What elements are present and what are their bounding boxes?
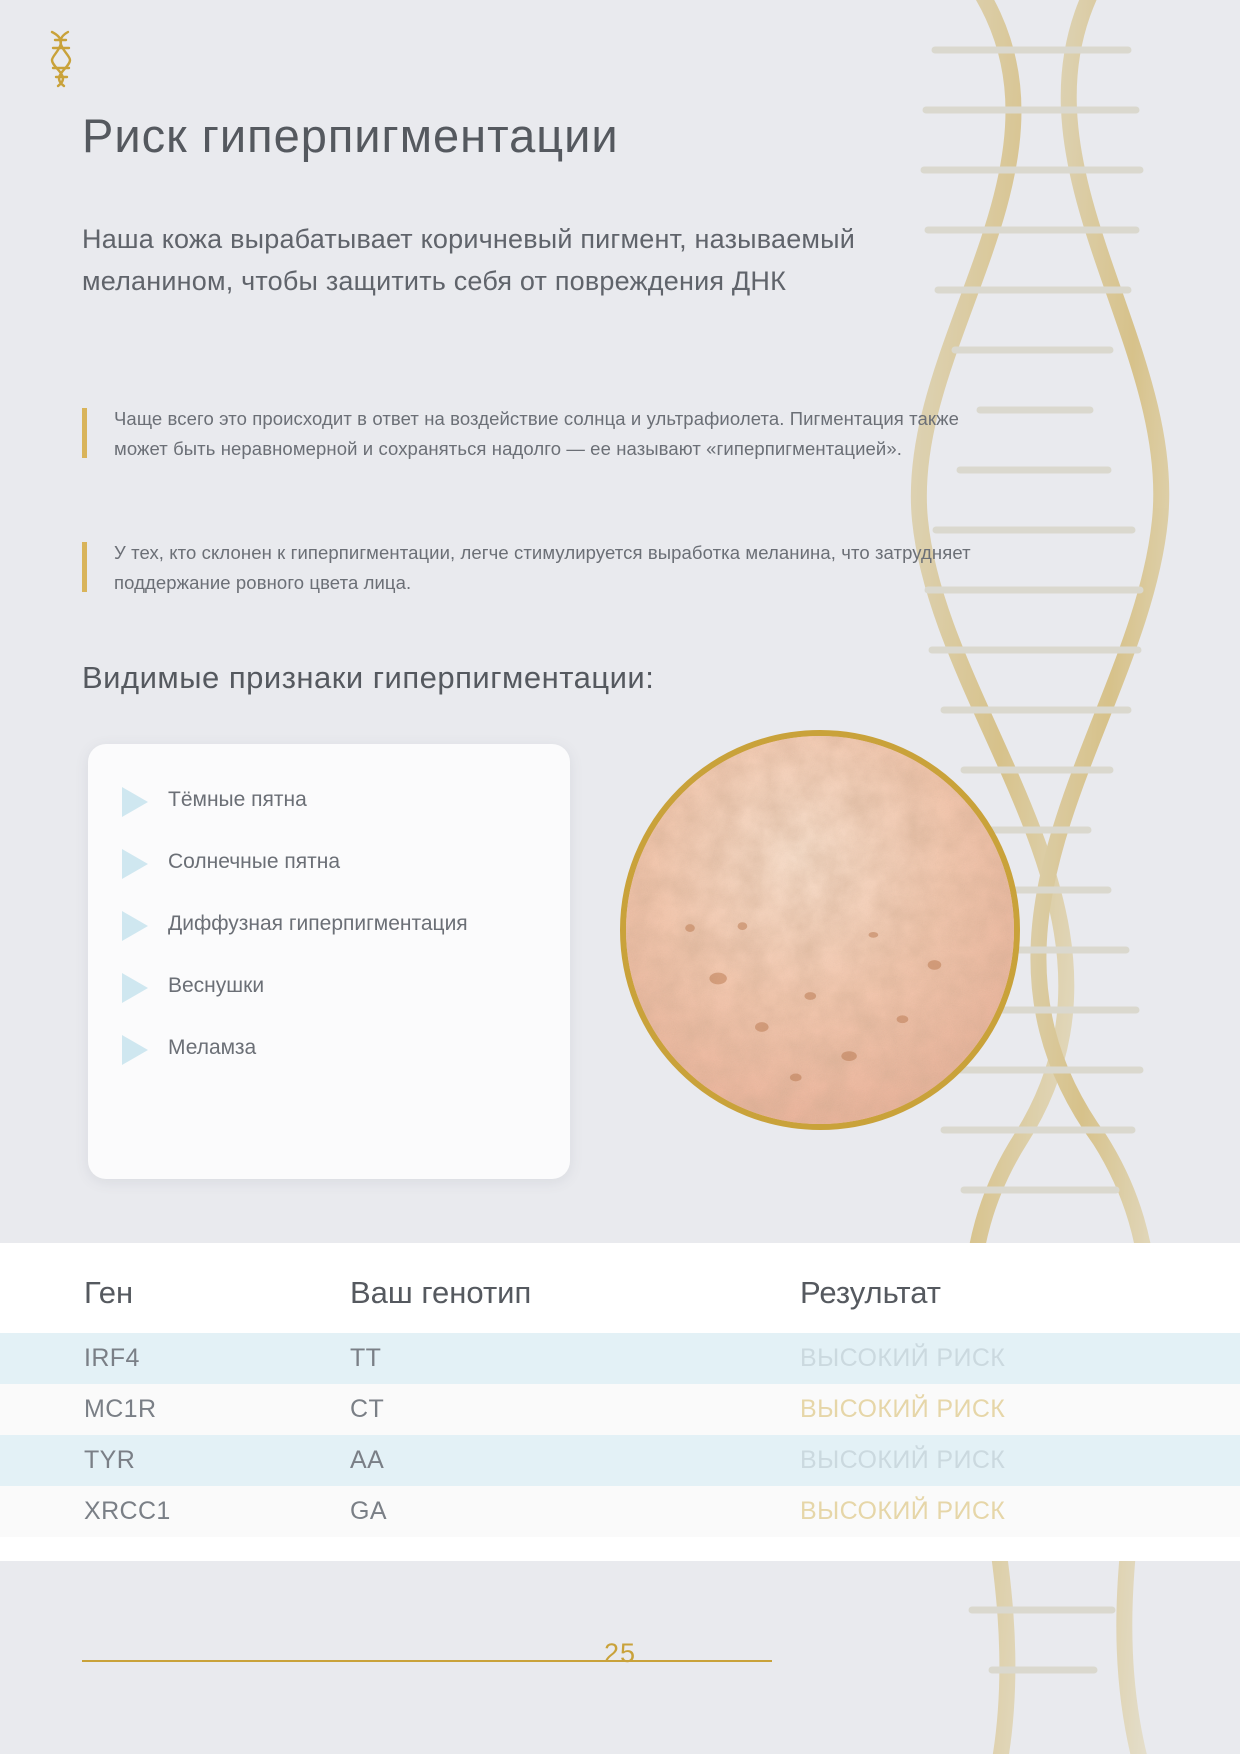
column-header-result: Результат xyxy=(800,1275,941,1310)
callout-paragraph-2: У тех, кто склонен к гиперпигментации, легче стимулируется выработка меланина, что затрудняет поддержание ровного цвета лица. xyxy=(82,538,1012,598)
cell-genotype: GA xyxy=(350,1497,387,1525)
sign-label: Веснушки xyxy=(168,974,265,997)
list-item xyxy=(122,972,536,1004)
results-table xyxy=(0,1265,1240,1537)
sign-label: Тёмные пятна xyxy=(168,788,307,811)
table-header-row xyxy=(0,1265,1240,1333)
signs-section-title: Видимые признаки гиперпигментации: xyxy=(82,660,655,695)
page-number: 25 xyxy=(603,1638,637,1668)
dna-helix-icon xyxy=(38,28,84,90)
cell-result: ВЫСОКИЙ РИСК xyxy=(800,1395,1006,1423)
sign-label: Меламза xyxy=(168,1036,257,1059)
page-title: Риск гиперпигментации xyxy=(82,109,619,162)
cell-result: ВЫСОКИЙ РИСК xyxy=(800,1497,1006,1525)
cell-genotype: CT xyxy=(350,1395,385,1423)
list-item xyxy=(122,910,536,942)
cell-gene: XRCC1 xyxy=(84,1497,171,1525)
table-row xyxy=(0,1435,1240,1486)
table-row xyxy=(0,1384,1240,1435)
sign-label: Солнечные пятна xyxy=(168,850,340,873)
cell-gene: IRF4 xyxy=(84,1344,140,1372)
page-subtitle: Наша кожа вырабатывает коричневый пигмент, называемый меланином, чтобы защитить себя от повреждения ДНК xyxy=(82,224,856,296)
cell-genotype: TT xyxy=(350,1344,382,1372)
triangle-bullet-icon xyxy=(122,849,148,879)
sign-label: Диффузная гиперпигментация xyxy=(168,912,468,935)
triangle-bullet-icon xyxy=(122,1035,148,1065)
table-row xyxy=(0,1486,1240,1537)
cell-gene: TYR xyxy=(84,1446,136,1474)
cell-result: ВЫСОКИЙ РИСК xyxy=(800,1446,1006,1474)
cell-result: ВЫСОКИЙ РИСК xyxy=(800,1344,1006,1372)
triangle-bullet-icon xyxy=(122,911,148,941)
list-item xyxy=(122,786,536,818)
results-table-section xyxy=(0,1243,1240,1561)
skin-closeup-photo xyxy=(620,730,1020,1130)
cell-gene: MC1R xyxy=(84,1395,157,1423)
table-row xyxy=(0,1333,1240,1384)
signs-card xyxy=(88,744,570,1179)
column-header-genotype: Ваш генотип xyxy=(350,1275,532,1310)
column-header-gene: Ген xyxy=(84,1275,134,1310)
list-item xyxy=(122,848,536,880)
triangle-bullet-icon xyxy=(122,973,148,1003)
cell-genotype: AA xyxy=(350,1446,385,1474)
list-item xyxy=(122,1034,536,1066)
triangle-bullet-icon xyxy=(122,787,148,817)
callout-paragraph-1: Чаще всего это происходит в ответ на воздействие солнца и ультрафиолета. Пигментация также может быть неравномерной и сохраняться надолго — ее называют «гиперпигментацией». xyxy=(82,404,1012,464)
